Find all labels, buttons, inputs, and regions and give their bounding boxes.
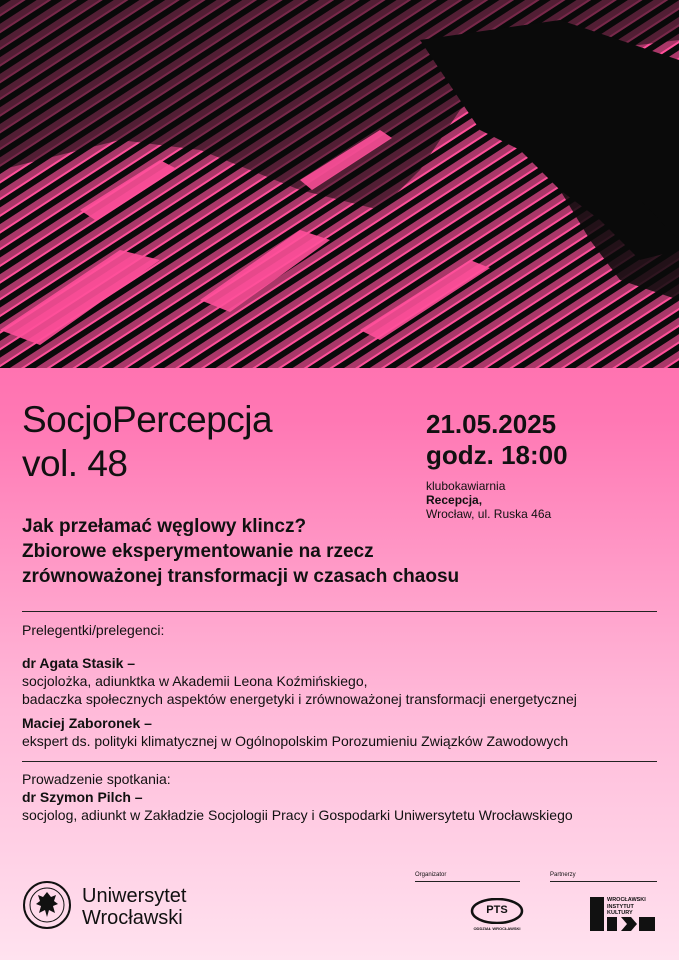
pts-logo: [470, 898, 524, 932]
speaker-name: dr Agata Stasik –: [22, 655, 136, 671]
event-title-line1: SocjoPercepcja: [22, 399, 273, 440]
moderator-heading: Prowadzenie spotkania:: [22, 771, 171, 787]
moderator-name: dr Szymon Pilch –: [22, 789, 143, 805]
speaker-desc: ekspert ds. polityki klimatycznej w Ogólnopolskim Porozumieniu Związków Zawodowych: [22, 733, 569, 749]
subtitle-line: Jak przełamać węglowy klincz?: [22, 516, 307, 537]
pts-logo-text: PTS: [486, 904, 508, 916]
striped-header-artwork: [0, 0, 679, 368]
wik-logo-bar: [590, 897, 604, 931]
speaker-desc: socjolożka, adiunktka w Akademii Leona Koźmińskiego,: [22, 673, 368, 689]
wik-line: KULTURY: [607, 910, 633, 916]
organizer-label: Organizator: [415, 872, 447, 878]
university-crest-icon: [22, 880, 72, 930]
partners-label: Partnerzy: [550, 872, 576, 878]
event-date: 21.05.2025: [426, 409, 557, 439]
wik-line: WROCŁAWSKI: [607, 897, 646, 903]
event-time: godz. 18:00: [426, 440, 568, 470]
speaker-name: Maciej Zaboronek –: [22, 715, 152, 731]
speaker-block: [22, 714, 568, 750]
wik-logo-mark-icon: [607, 917, 655, 931]
university-name-line2: Wrocławski: [82, 907, 183, 929]
wik-logo: [590, 897, 656, 931]
partners-rule: [550, 881, 657, 882]
wik-logo-text: [607, 897, 646, 917]
university-name: [82, 885, 186, 929]
venue-type: klubokawiarnia: [426, 479, 506, 493]
event-datetime: [426, 409, 568, 471]
university-name-line1: Uniwersytet: [82, 885, 187, 907]
speaker-block: [22, 654, 577, 708]
moderator-block: [22, 770, 573, 824]
divider: [22, 761, 657, 762]
wik-line: INSTYTUT: [607, 903, 634, 910]
event-title: [22, 398, 272, 486]
pts-logo-subtext: ODDZIAŁ WROCŁAWSKI: [473, 926, 521, 931]
event-subtitle: [22, 514, 459, 589]
subtitle-line: zrównoważonej transformacji w czasach chaosu: [22, 566, 460, 587]
organizer-rule: [415, 881, 520, 882]
subtitle-line: Zbiorowe eksperymentowanie na rzecz: [22, 541, 374, 562]
divider: [22, 611, 657, 612]
speakers-heading: Prelegentki/prelegenci:: [22, 622, 165, 638]
speaker-desc: badaczka społecznych aspektów energetyki i zrównoważonej transformacji energetycznej: [22, 691, 577, 707]
venue-address: Wrocław, ul. Ruska 46a: [426, 507, 552, 521]
moderator-desc: socjolog, adiunkt w Zakładzie Socjologii Pracy i Gospodarki Uniwersytetu Wrocławskiego: [22, 807, 573, 823]
event-title-line2: vol. 48: [22, 443, 128, 484]
venue-name: Recepcja,: [426, 493, 483, 507]
